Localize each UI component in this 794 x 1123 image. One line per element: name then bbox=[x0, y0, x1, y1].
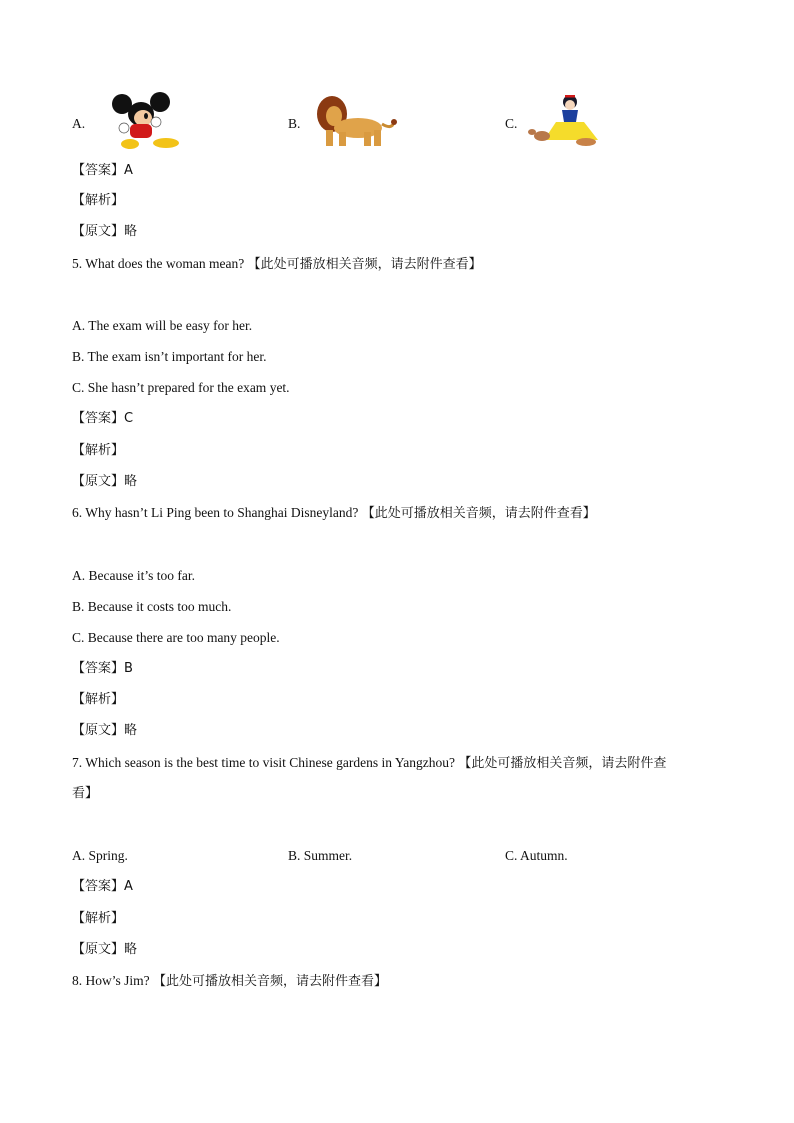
q6-answer: 【答案】B bbox=[72, 661, 133, 676]
mickey-mouse-picture bbox=[104, 92, 184, 150]
q8-question-text: 8. How’s Jim? bbox=[72, 973, 150, 988]
q7-option-a: A. Spring. bbox=[72, 848, 128, 863]
q6-option-c: C. Because there are too many people. bbox=[72, 630, 280, 645]
q4-option-c-label: C. bbox=[505, 116, 518, 131]
q7-answer: 【答案】A bbox=[72, 879, 133, 894]
q5-question-text: 5. What does the woman mean? bbox=[72, 256, 245, 271]
q6-audio-note[interactable]: 【此处可播放相关音频，请去附件查看】 bbox=[361, 506, 596, 521]
lion-picture bbox=[312, 92, 398, 150]
q5-original-label: 【原文】略 bbox=[72, 474, 138, 489]
q5-option-a: A. The exam will be easy for her. bbox=[72, 318, 253, 333]
q5-option-c: C. She hasn’t prepared for the exam yet. bbox=[72, 380, 290, 395]
q7-analysis-label: 【解析】 bbox=[72, 911, 125, 926]
q6-question-line bbox=[72, 504, 596, 523]
q7-audio-note-continued[interactable]: 看】 bbox=[72, 786, 99, 801]
snow-white-picture bbox=[526, 92, 602, 150]
q4-answer: 【答案】A bbox=[72, 163, 133, 178]
q6-option-b: B. Because it costs too much. bbox=[72, 599, 232, 614]
q4-original-label: 【原文】略 bbox=[72, 224, 138, 239]
q7-audio-note[interactable]: 【此处可播放相关音频，请去附件查 bbox=[458, 756, 667, 771]
q5-answer: 【答案】C bbox=[72, 411, 134, 426]
q7-original-label: 【原文】略 bbox=[72, 942, 138, 957]
q7-option-b: B. Summer. bbox=[288, 848, 353, 863]
q7-option-c: C. Autumn. bbox=[505, 848, 568, 863]
q5-audio-note[interactable]: 【此处可播放相关音频，请去附件查看】 bbox=[247, 257, 482, 272]
q6-original-label: 【原文】略 bbox=[72, 723, 138, 738]
q5-analysis-label: 【解析】 bbox=[72, 443, 125, 458]
q4-analysis-label: 【解析】 bbox=[72, 193, 125, 208]
q4-option-b-label: B. bbox=[288, 116, 301, 131]
q7-question-text: 7. Which season is the best time to visit Chinese gardens in Yangzhou? bbox=[72, 755, 455, 770]
q5-question-line bbox=[72, 255, 482, 274]
q5-option-b: B. The exam isn’t important for her. bbox=[72, 349, 267, 364]
q6-analysis-label: 【解析】 bbox=[72, 692, 125, 707]
q6-question-text: 6. Why hasn’t Li Ping been to Shanghai Disneyland? bbox=[72, 505, 359, 520]
q7-question-line bbox=[72, 754, 666, 773]
q6-option-a: A. Because it’s too far. bbox=[72, 568, 195, 583]
q8-audio-note[interactable]: 【此处可播放相关音频，请去附件查看】 bbox=[153, 974, 388, 989]
q8-question-line bbox=[72, 972, 387, 991]
q4-option-a-label: A. bbox=[72, 116, 86, 131]
